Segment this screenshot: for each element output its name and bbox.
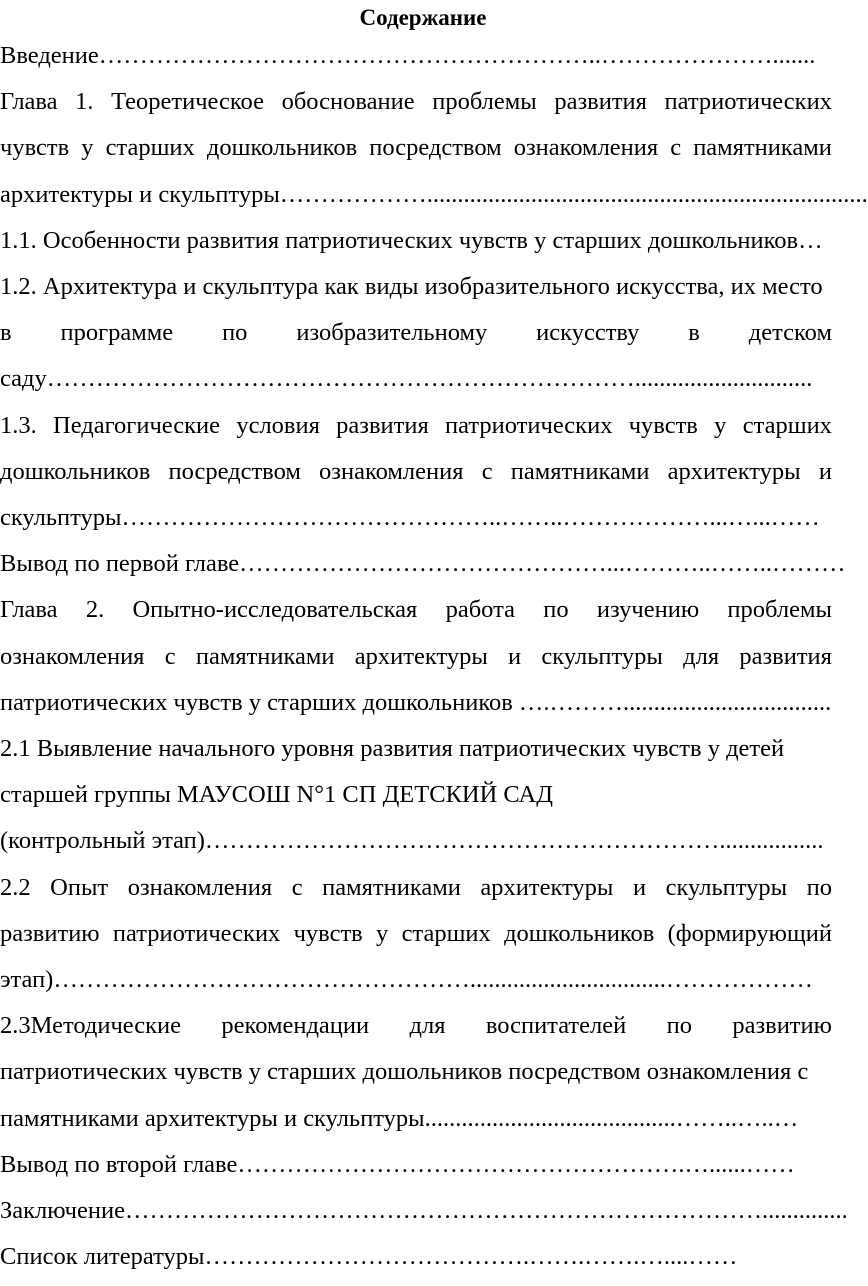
- toc-word: изобразительному: [296, 319, 488, 347]
- toc-line: архитектуры и скульптуры………………........................................................................: [0, 180, 868, 208]
- toc-word: чувств: [293, 919, 363, 947]
- toc-line: 1.1. Особенности развития патриотических чувств у старших дошкольников…: [0, 226, 823, 254]
- toc-word: архитектуры: [354, 642, 488, 670]
- toc-word: рекомендации: [221, 1012, 370, 1040]
- toc-line: [0, 1010, 832, 1042]
- toc-word: и: [508, 642, 522, 670]
- toc-word: Педагогические: [53, 411, 221, 439]
- toc-word: с: [481, 457, 493, 485]
- toc-word: дошкольников: [504, 919, 655, 947]
- toc-word: старших: [742, 411, 832, 439]
- toc-word: ознакомления: [0, 642, 145, 670]
- toc-word: проблемы: [727, 596, 832, 624]
- toc-line: патриотических чувств у старших дошкольников ….………..................................: [0, 688, 832, 716]
- toc-line: памятниками архитектуры и скульптуры.........................................……..…..…: [0, 1104, 799, 1132]
- toc-line: Вывод по первой главе………………………………………...………..……..………: [0, 550, 846, 578]
- toc-word: развитию: [732, 1012, 832, 1040]
- toc-line: старшей группы МАУСОШ N°1 СП ДЕТСКИЙ САД: [0, 781, 553, 809]
- toc-word: архитектуры: [480, 873, 614, 901]
- toc-line: [0, 317, 832, 349]
- toc-word: 1.3.: [0, 411, 37, 439]
- toc-word: старших: [401, 919, 491, 947]
- toc-word: архитектуры: [667, 457, 801, 485]
- toc-word: развития: [336, 411, 429, 439]
- toc-word: воспитателей: [485, 1012, 627, 1040]
- toc-word: по: [806, 873, 832, 901]
- toc-word: с: [291, 873, 303, 901]
- toc-word: условия: [236, 411, 320, 439]
- toc-word: старших: [105, 134, 195, 162]
- toc-word: обоснование: [281, 88, 415, 116]
- toc-word: 2.3Методические: [0, 1012, 182, 1040]
- toc-word: 2.2: [0, 873, 31, 901]
- toc-word: искусству: [536, 319, 640, 347]
- toc-word: в: [0, 319, 12, 347]
- toc-word: Глава: [0, 596, 58, 624]
- toc-word: для: [683, 642, 720, 670]
- toc-line: [0, 86, 832, 118]
- toc-line: 1.2. Архитектура и скульптура как виды изобразительного искусства, их место: [0, 273, 823, 300]
- toc-line: этап)……………………………………………................................………………: [0, 966, 813, 993]
- toc-word: у: [714, 411, 727, 439]
- toc-word: Опытно-исследовательская: [132, 596, 418, 624]
- toc-line: [0, 456, 832, 488]
- toc-word: детском: [748, 319, 832, 347]
- toc-line: саду……………………………………………………………….............................: [0, 365, 813, 393]
- toc-word: программе: [60, 319, 174, 347]
- toc-word: развития: [554, 88, 647, 116]
- toc-word: работа: [445, 596, 515, 624]
- toc-word: у: [81, 134, 94, 162]
- toc-word: патриотических: [664, 88, 832, 116]
- toc-word: ознакомления: [127, 873, 273, 901]
- toc-word: посредством: [369, 134, 502, 162]
- toc-line: патриотических чувств у старших дошольников посредством ознакомления с: [0, 1058, 809, 1086]
- toc-word: развитию: [0, 919, 100, 947]
- toc-word: развития: [739, 642, 832, 670]
- toc-line: [0, 594, 832, 626]
- toc-word: памятниками: [510, 457, 650, 485]
- toc-line: [0, 918, 832, 950]
- toc-word: в: [688, 319, 700, 347]
- toc-word: дошкольников: [0, 457, 151, 485]
- toc-line: Введение……………………………………………………..………………….......: [0, 42, 816, 69]
- toc-word: изучению: [596, 596, 700, 624]
- toc-word: и: [818, 457, 832, 485]
- toc-word: чувств: [0, 134, 70, 162]
- toc-word: по: [666, 1012, 692, 1040]
- toc-word: для: [409, 1012, 446, 1040]
- toc-word: скульптуры: [665, 873, 788, 901]
- toc-line: Список литературы………………………………….…….…….…....……: [0, 1243, 738, 1271]
- toc-word: 2.: [85, 596, 105, 624]
- toc-word: скульптуры: [541, 642, 663, 670]
- toc-word: Теоретическое: [111, 88, 264, 116]
- toc-word: патриотических: [445, 411, 613, 439]
- toc-word: по: [543, 596, 569, 624]
- toc-line: [0, 872, 832, 904]
- page-title: Содержание: [359, 5, 487, 30]
- toc-word: с: [164, 642, 176, 670]
- toc-word: и: [632, 873, 647, 901]
- toc-word: памятниками: [195, 642, 335, 670]
- toc-word: памятниками: [693, 134, 832, 162]
- toc-word: с: [670, 134, 682, 162]
- toc-word: по: [222, 319, 248, 347]
- toc-line: [0, 641, 832, 673]
- toc-line: (контрольный этап)……………………………………………………….................: [0, 827, 824, 855]
- toc-line: 2.1 Выявление начального уровня развития патриотических чувств у детей: [0, 735, 785, 762]
- toc-word: Опыт: [50, 873, 109, 901]
- toc-line: скульптуры………………………………………..……..………………...…...……: [0, 504, 820, 531]
- toc-line: Вывод по второй главе……………………………………………….…......……: [0, 1150, 795, 1178]
- toc-word: патриотических: [112, 919, 281, 947]
- toc-word: 1.: [75, 88, 94, 116]
- toc-word: дошкольников: [206, 134, 358, 162]
- toc-word: памятниками: [322, 873, 461, 901]
- toc-word: у: [376, 919, 389, 947]
- toc-word: ознакомления: [319, 457, 464, 485]
- toc-word: ознакомления: [513, 134, 659, 162]
- toc-word: Глава: [0, 88, 58, 116]
- toc-line: Заключение……………………………………………………………………..............: [0, 1197, 848, 1224]
- toc-word: (формирующий: [667, 919, 832, 947]
- toc-word: посредством: [168, 457, 301, 485]
- toc-line: [0, 132, 832, 164]
- toc-word: проблемы: [432, 88, 537, 116]
- toc-line: [0, 410, 832, 442]
- toc-word: чувств: [628, 411, 698, 439]
